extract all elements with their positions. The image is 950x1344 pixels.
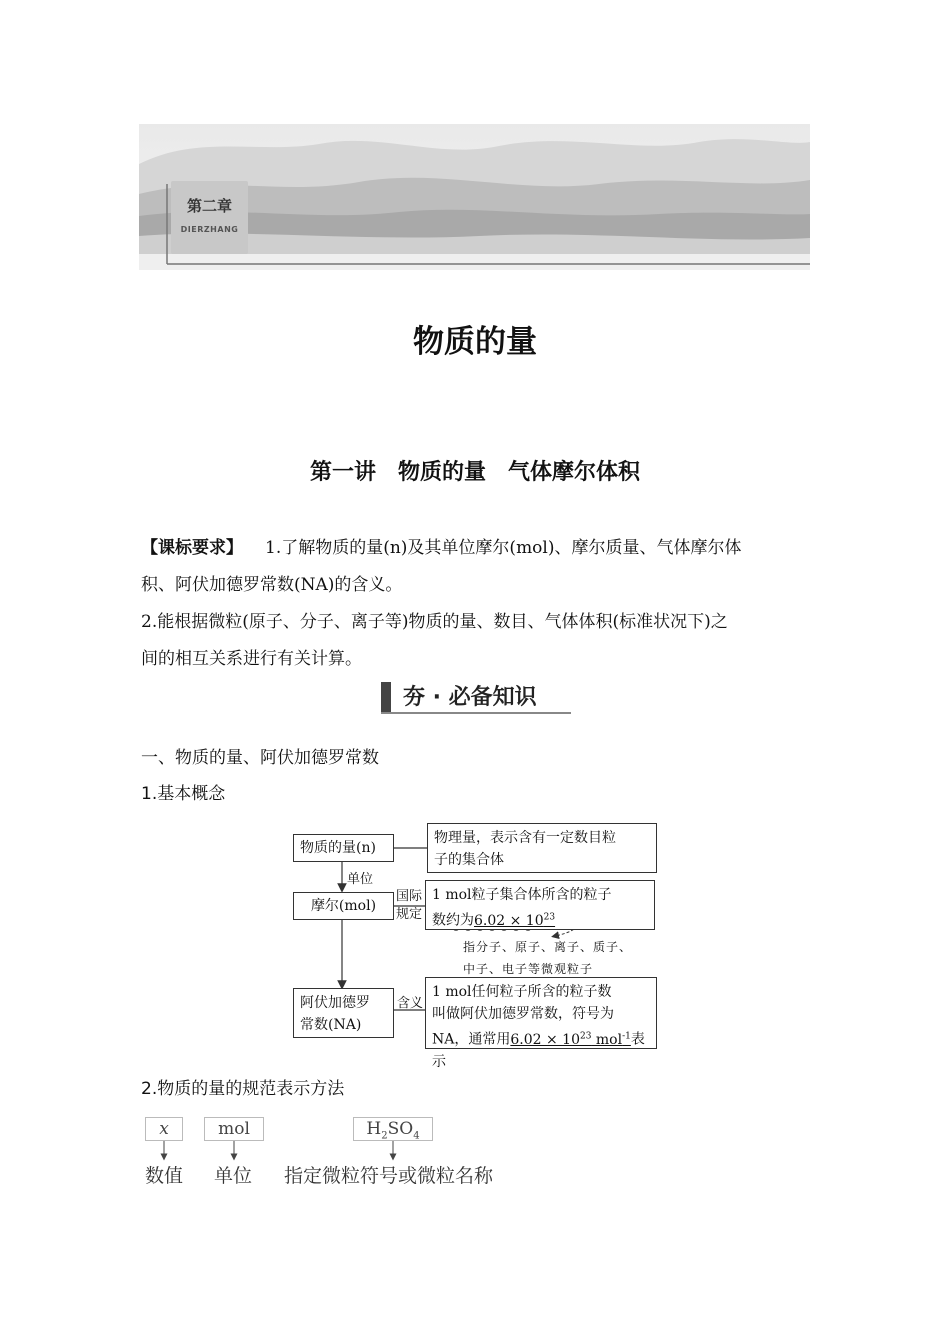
- note-particles-1: 指分子、原子、离子、质子、: [463, 940, 633, 954]
- definition-mole-text: 数约为: [432, 912, 474, 929]
- node-amount-of-substance: 物质的量(n): [293, 834, 394, 862]
- definition-mole-line-1: 1 mol粒子集合体所含的粒子: [432, 887, 612, 903]
- definition-avogadro-line-3: [432, 1025, 650, 1073]
- definition-avogadro-line-2: 叫做阿伏加德罗常数，符号为: [432, 1006, 614, 1022]
- badge-bar: [381, 682, 391, 712]
- definition-avogadro: [425, 977, 657, 1070]
- badge-text: 夯 · 必备知识: [403, 685, 537, 710]
- heading-1: 一、物质的量、阿伏加德罗常数: [141, 748, 379, 768]
- definition-amount-line-1: 物理量，表示含有一定数目粒: [434, 830, 616, 846]
- definition-avogadro-end: 表示: [432, 1031, 645, 1070]
- avogadro-constant-unit-exp: -1: [622, 1031, 631, 1041]
- badge-underline: [381, 712, 571, 714]
- section-badge: [381, 680, 571, 714]
- notation-value-label: 数值: [145, 1165, 184, 1187]
- requirements-tag: 【课标要求】: [141, 538, 243, 558]
- avogadro-constant-unit: mol: [591, 1031, 623, 1048]
- definition-avogadro-line-1: 1 mol任何粒子所含的粒子数: [432, 984, 612, 1000]
- avogadro-number: [474, 913, 555, 929]
- chapter-title: 第二章: [186, 197, 232, 215]
- subheading-1: 1.基本概念: [141, 784, 226, 804]
- requirements-line-3: 2.能根据微粒(原子、分子、离子等)物质的量、数目、气体体积(标准状况下)之: [141, 612, 728, 632]
- node-avogadro-line-1: 阿伏加德罗: [300, 995, 370, 1011]
- note-particles-2: 中子、电子等微观粒子: [463, 962, 594, 976]
- notation-unit-box: mol: [204, 1117, 264, 1141]
- requirements-line-1: [141, 530, 811, 567]
- node-avogadro: [293, 988, 394, 1038]
- label-international: [396, 888, 422, 924]
- requirements-line-2: 积、阿伏加德罗常数(NA)的含义。: [141, 575, 403, 595]
- requirements-line-4: 间的相互关系进行有关计算。: [141, 649, 362, 669]
- avogadro-constant-exp: 23: [580, 1031, 592, 1041]
- label-international-1: 国际: [396, 889, 423, 904]
- avogadro-number-base: 6.02 × 10: [474, 912, 544, 929]
- definition-mole: [425, 880, 655, 930]
- avogadro-constant-value: [510, 1032, 631, 1048]
- node-avogadro-line-2: 常数(NA): [300, 1017, 362, 1033]
- label-unit: 单位: [347, 872, 374, 887]
- chapter-subtitle: DIERZHANG: [180, 225, 239, 234]
- concept-diagram: [285, 820, 660, 1070]
- definition-mole-line-2: [432, 906, 648, 932]
- notation-illustration: [140, 1115, 520, 1195]
- chapter-tag: [171, 181, 248, 254]
- label-international-2: 规定: [396, 907, 423, 922]
- notation-particle-label: 指定微粒符号或微粒名称: [284, 1165, 494, 1187]
- definition-amount-line-2: 子的集合体: [434, 852, 504, 868]
- node-mole: 摩尔(mol): [293, 892, 394, 920]
- notation-unit-label: 单位: [214, 1165, 253, 1187]
- definition-avogadro-text: NA，通常用: [432, 1031, 511, 1048]
- notation-formula-box: $H_2SO_4$: [353, 1117, 433, 1141]
- subheading-2: 2.物质的量的规范表示方法: [141, 1079, 345, 1099]
- notation-value-box: x: [145, 1117, 183, 1141]
- avogadro-number-exp: 23: [543, 912, 556, 922]
- lecture-title: 第一讲 物质的量 气体摩尔体积: [309, 460, 640, 485]
- definition-amount: [427, 823, 657, 873]
- requirements-text-1: 1.了解物质的量(n)及其单位摩尔(mol)、摩尔质量、气体摩尔体: [265, 538, 742, 558]
- label-meaning: 含义: [397, 996, 424, 1011]
- avogadro-constant-base: 6.02 × 10: [510, 1031, 580, 1048]
- page-title: 物质的量: [413, 324, 537, 360]
